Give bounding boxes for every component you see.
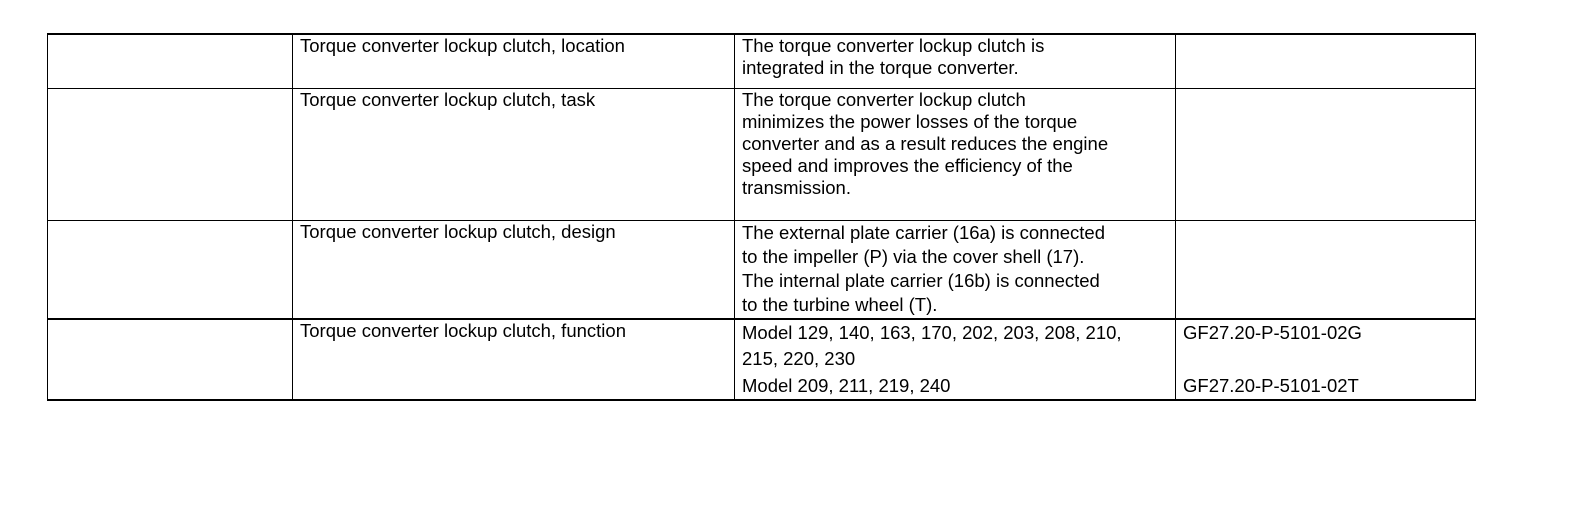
table-row — [48, 34, 1476, 88]
description-line: The external plate carrier (16a) is connected — [742, 221, 1105, 243]
description-line: minimizes the power losses of the torque — [742, 110, 1078, 132]
description-line: 215, 220, 230 — [742, 348, 856, 369]
description-line: to the impeller (P) via the cover shell (17). — [742, 245, 1085, 267]
reference-cell — [1176, 220, 1476, 319]
topic-cell — [293, 319, 735, 400]
description-line: converter and as a result reduces the engine — [742, 132, 1109, 154]
description-line: The torque converter lockup clutch is — [742, 35, 1045, 56]
description-cell — [735, 220, 1176, 319]
topic-cell — [293, 88, 735, 220]
description-cell — [735, 319, 1176, 374]
description-line: The torque converter lockup clutch — [742, 88, 1026, 110]
reference-text: GF27.20-P-5101-02G — [1183, 322, 1362, 343]
reference-cell — [1176, 88, 1476, 220]
description-line: to the turbine wheel (T). — [742, 293, 938, 315]
description-cell — [735, 374, 1176, 400]
table-row — [48, 220, 1476, 319]
description-line: Model 129, 140, 163, 170, 202, 203, 208, 210, — [742, 322, 1122, 343]
topic-text: Torque converter lockup clutch, location — [300, 35, 625, 56]
document-table — [47, 33, 1476, 401]
description-cell — [735, 88, 1176, 220]
topic-text: Torque converter lockup clutch, function — [300, 320, 626, 341]
description-cell — [735, 34, 1176, 88]
topic-text: Torque converter lockup clutch, design — [300, 220, 616, 242]
empty-cell — [48, 88, 293, 220]
table-row — [48, 88, 1476, 220]
description-line: Model 209, 211, 219, 240 — [742, 375, 951, 396]
description-line: speed and improves the efficiency of the — [742, 154, 1073, 176]
topic-cell — [293, 220, 735, 319]
reference-cell — [1176, 319, 1476, 374]
topic-cell — [293, 34, 735, 88]
topic-text: Torque converter lockup clutch, task — [300, 88, 596, 110]
description-line: integrated in the torque converter. — [742, 57, 1019, 78]
reference-cell — [1176, 34, 1476, 88]
empty-cell — [48, 319, 293, 400]
empty-cell — [48, 220, 293, 319]
reference-cell — [1176, 374, 1476, 400]
reference-text: GF27.20-P-5101-02T — [1183, 375, 1359, 396]
empty-cell — [48, 34, 293, 88]
description-line: The internal plate carrier (16b) is connected — [742, 269, 1100, 291]
description-line: transmission. — [742, 176, 851, 198]
table-row — [48, 319, 1476, 374]
